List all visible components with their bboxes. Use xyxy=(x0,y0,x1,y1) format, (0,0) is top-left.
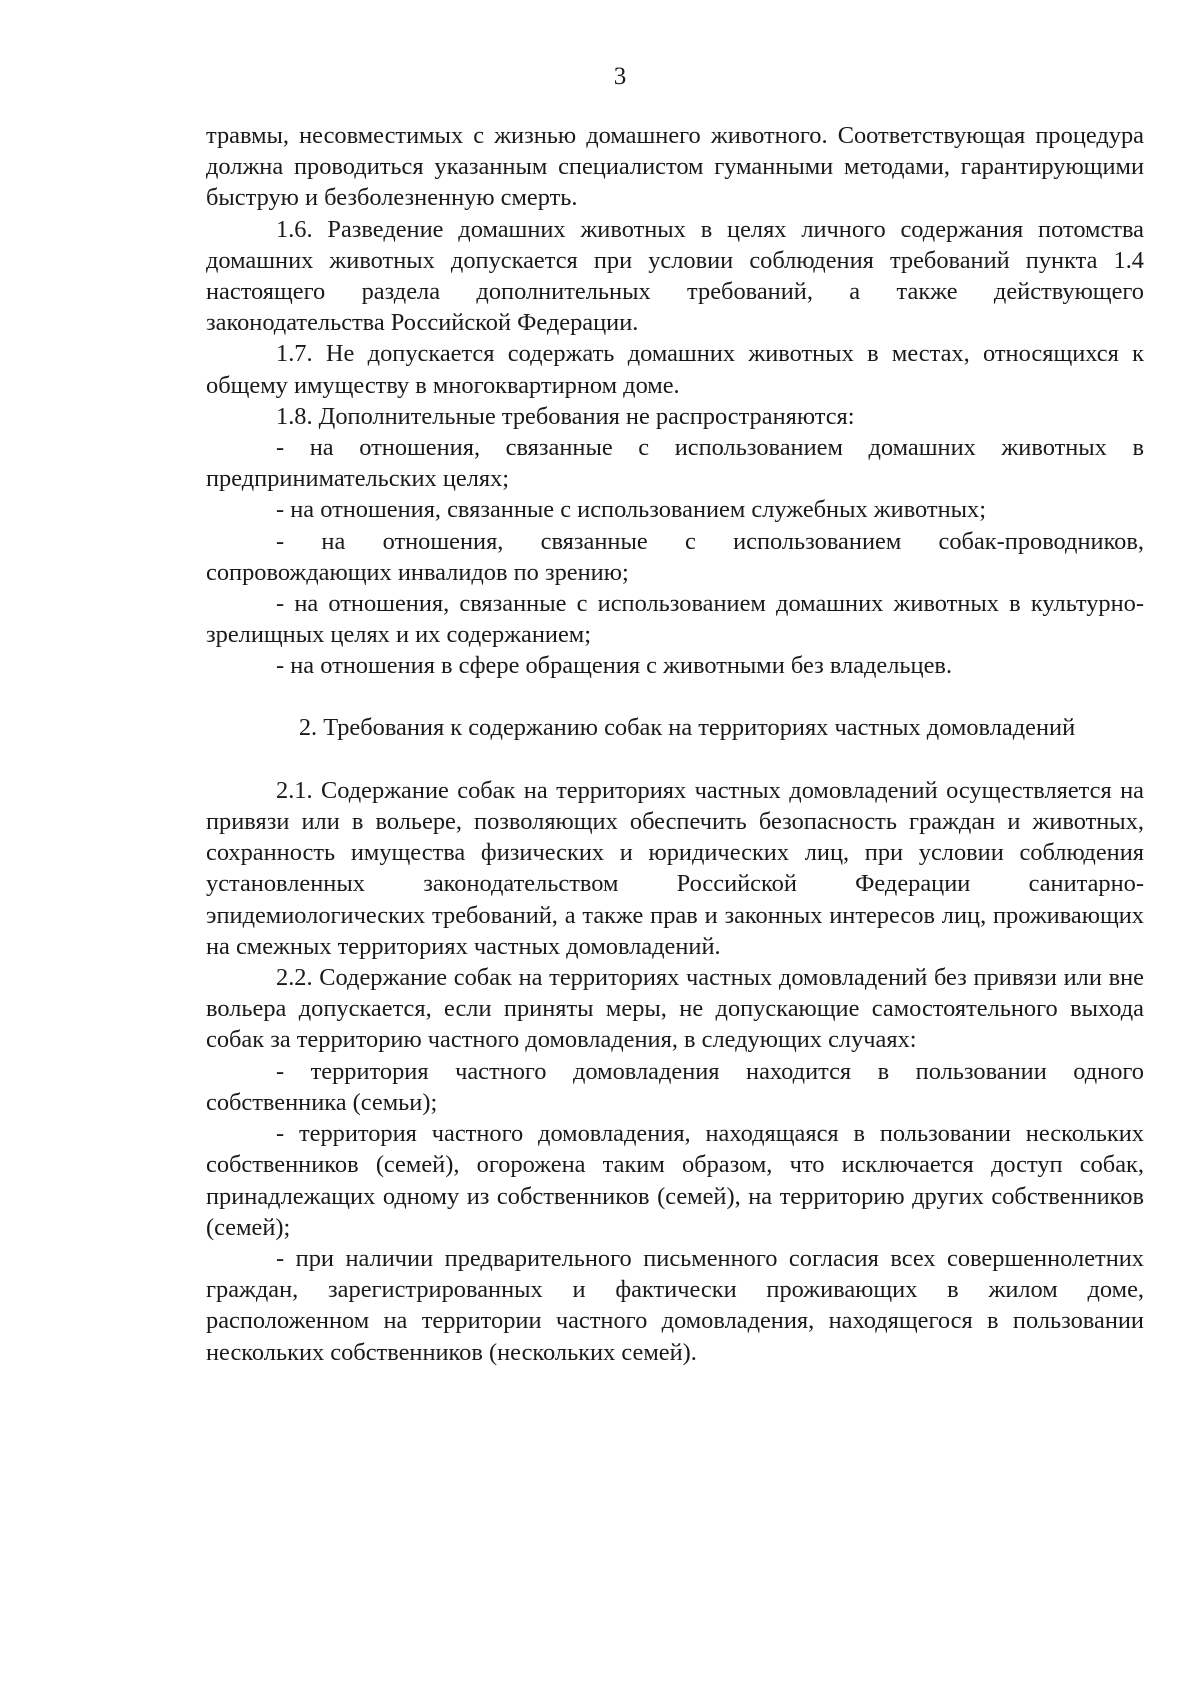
list-item-fenced-territory: - территория частного домовладения, находящаяся в пользовании нескольких собственников (семей), огорожена таким образом, что исключается доступ собак, принадлежащих одному из собственников (семей), на территорию других собственников (семей); xyxy=(206,1120,1144,1241)
paragraph-2-1: 2.1. Содержание собак на территориях частных домовладений осуществляется на привязи или в вольере, позволяющих обеспечить безопасность граждан и животных, сохранность имущества физических и юридических лиц, при условии соблюдения установленных законодательством Российской Федерации санитарно-эпидемиологических требований, а также прав и законных интересов лиц, проживающих на смежных территориях частных домовладений. xyxy=(206,776,1144,960)
list-item-service-animals: - на отношения, связанные с использованием служебных животных; xyxy=(276,496,986,524)
list-item-entertainment: - на отношения, связанные с использованием домашних животных в культурно-зрелищных целях и их содержанием; xyxy=(206,590,1144,649)
list-item-ownerless: - на отношения в сфере обращения с животными без владельцев. xyxy=(276,652,953,680)
paragraph-2-2: 2.2. Содержание собак на территориях частных домовладений без привязи или вне вольера допускается, если приняты меры, не допускающие самостоятельного выхода собак за территорию частного домовладения, в следующих случаях: xyxy=(206,964,1144,1054)
list-item-written-consent: - при наличии предварительного письменного согласия всех совершеннолетних граждан, зарегистрированных и фактически проживающих в жилом доме, расположенном на территории частного домовладения, находящегося в пользовании нескольких собственников (нескольких семей). xyxy=(206,1244,1144,1366)
paragraph-1-6: 1.6. Разведение домашних животных в целях личного содержания потомства домашних животных допускается при условии соблюдения требований пункта 1.4 настоящего раздела дополнительных требований, а также действующего законодательства Российской Федерации. xyxy=(206,215,1144,337)
page-number: 3 xyxy=(613,63,627,90)
list-item-single-owner: - территория частного домовладения находится в пользовании одного собственника (семьи); xyxy=(206,1057,1144,1116)
list-item-guide-dogs: - на отношения, связанные с использованием собак-проводников, сопровождающих инвалидов по зрению; xyxy=(206,527,1144,586)
list-item-business: - на отношения, связанные с использованием домашних животных в предпринимательских целях; xyxy=(206,434,1144,493)
paragraph-1-8: 1.8. Дополнительные требования не распространяются: xyxy=(276,402,855,430)
paragraph-1-7: 1.7. Не допускается содержать домашних животных в местах, относящихся к общему имуществу в многоквартирном доме. xyxy=(206,340,1144,399)
section-2-heading: 2. Требования к содержанию собак на территориях частных домовладений xyxy=(298,713,1076,741)
paragraph-continuation: травмы, несовместимых с жизнью домашнего животного. Соответствующая процедура должна проводиться указанным специалистом гуманными методами, гарантирующими быструю и безболезненную смерть. xyxy=(206,122,1144,212)
document-body xyxy=(206,120,1144,1368)
